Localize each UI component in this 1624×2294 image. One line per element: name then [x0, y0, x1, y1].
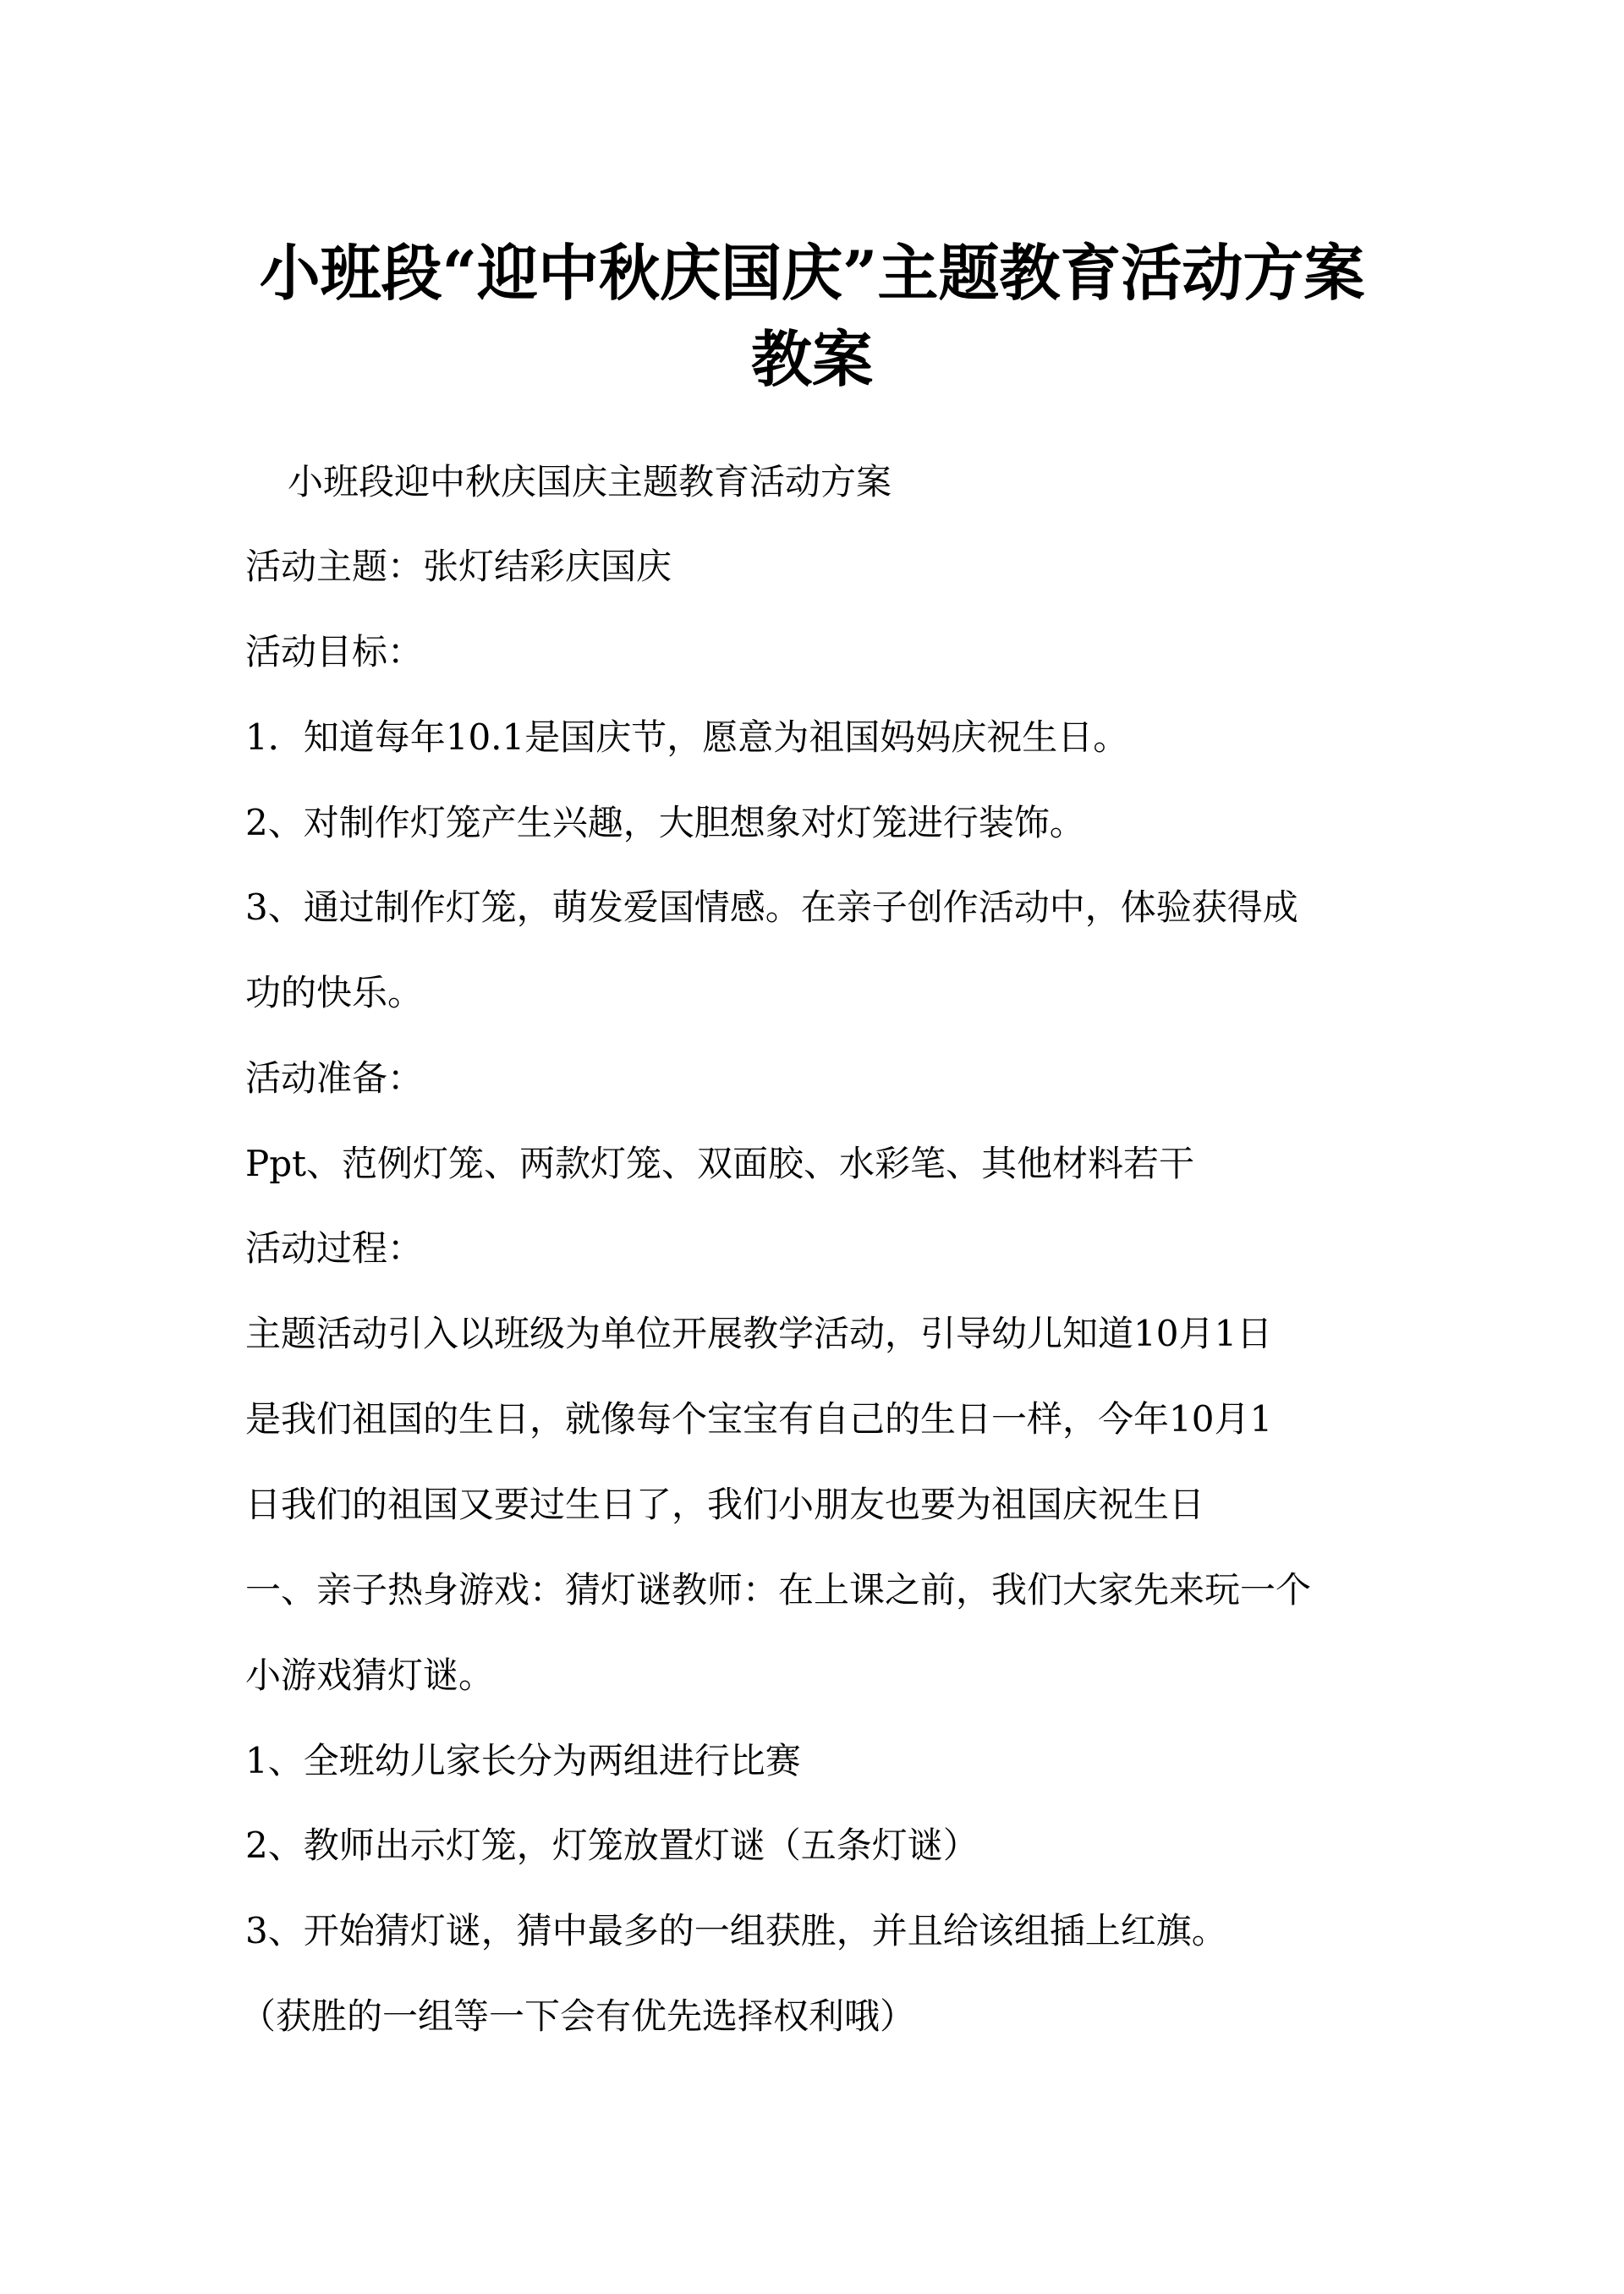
process-intro-line-3: 日我们的祖国又要过生日了，我们小朋友也要为祖国庆祝生日	[245, 1484, 1205, 1525]
paragraph-intro: 小班段迎中秋庆国庆主题教育活动方案	[288, 461, 892, 502]
heading-process: 活动过程：	[245, 1227, 424, 1269]
goal-item-3-continued: 功的快乐。	[245, 972, 424, 1013]
section-one-heading-continued: 小游戏猜灯谜。	[245, 1655, 495, 1696]
step-note: （获胜的一组等一下会有优先选择权利哦）	[240, 1995, 916, 2037]
preparation-materials: Ppt、范例灯笼、两款灯笼、双面胶、水彩笔、其他材料若干	[245, 1143, 1195, 1184]
section-one-heading: 一、亲子热身游戏：猜灯谜教师：在上课之前，我们大家先来玩一个	[245, 1569, 1312, 1611]
paragraph-theme: 活动主题：张灯结彩庆国庆	[245, 546, 672, 587]
process-intro-line-1: 主题活动引入以班级为单位开展教学活动，引导幼儿知道10月1日	[245, 1313, 1273, 1354]
document-title-line-1: 小班段“迎中秋庆国庆”主题教育活动方案	[259, 237, 1365, 309]
goal-item-3: 3、通过制作灯笼，萌发爱国情感。在亲子创作活动中，体验获得成	[245, 886, 1298, 928]
heading-goals: 活动目标：	[245, 631, 424, 672]
process-intro-line-2: 是我们祖国的生日，就像每个宝宝有自己的生日一样，今年10月1	[245, 1398, 1273, 1440]
goal-item-1: 1．知道每年10.1是国庆节，愿意为祖国妈妈庆祝生日。	[245, 716, 1129, 758]
step-item-2: 2、教师出示灯笼，灯笼放置灯谜（五条灯谜）	[245, 1825, 979, 1866]
document-title-line-2: 教案	[750, 323, 873, 395]
step-item-3: 3、开始猜灯谜，猜中最多的一组获胜，并且给该组插上红旗。	[245, 1910, 1227, 1951]
heading-preparation: 活动准备：	[245, 1057, 424, 1099]
goal-item-2: 2、对制作灯笼产生兴趣，大胆想象对灯笼进行装饰。	[245, 802, 1085, 843]
step-item-1: 1、全班幼儿家长分为两组进行比赛	[245, 1740, 801, 1781]
